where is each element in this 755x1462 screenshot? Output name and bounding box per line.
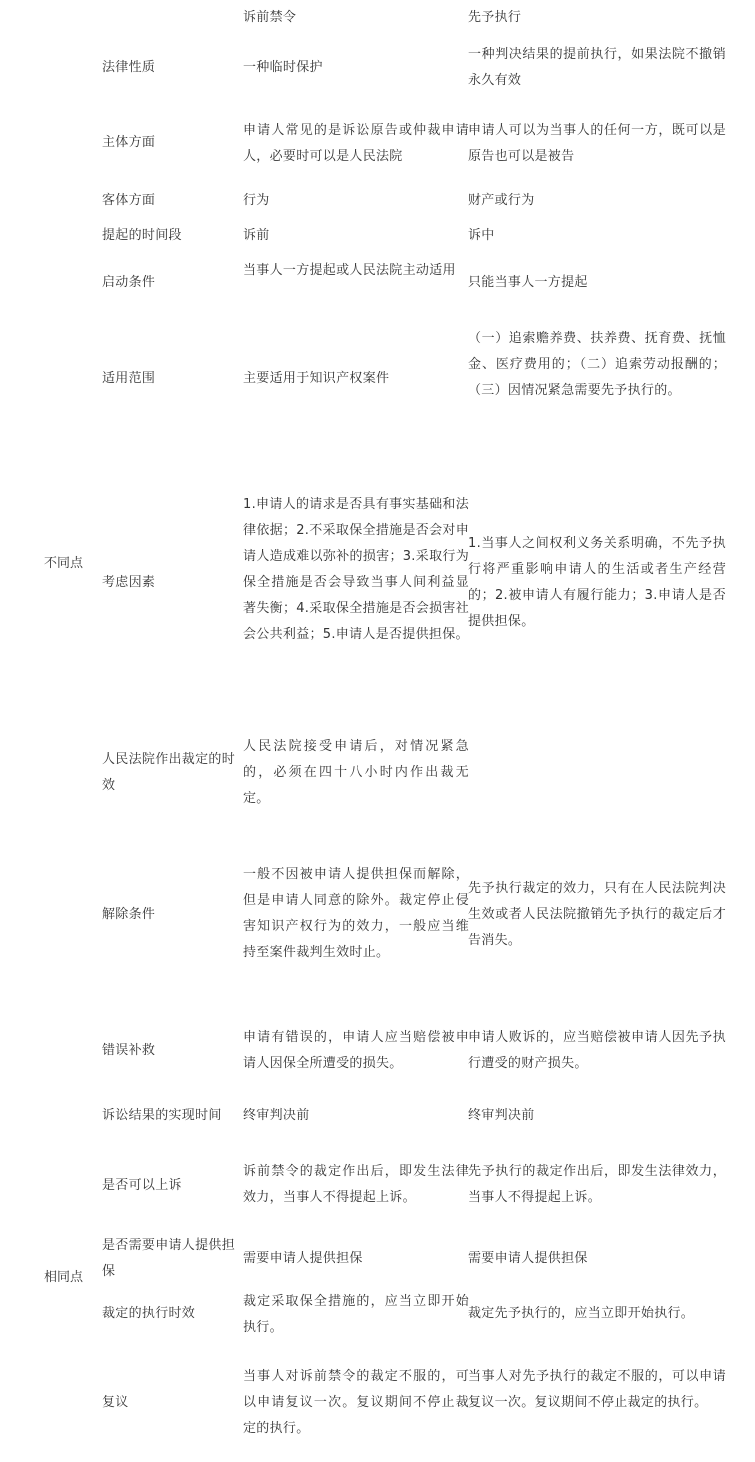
- row-label: 是否需要申请人提供担保: [102, 1238, 236, 1279]
- group-label-different: 不同点: [44, 556, 84, 571]
- row-value-advance: 一种判决结果的提前执行，如果法院不撤销永久有效: [468, 47, 726, 88]
- row-label: 适用范围: [102, 371, 156, 386]
- row-label: 客体方面: [102, 193, 156, 208]
- row-label: 提起的时间段: [102, 228, 182, 243]
- row-value-injunction: 申请人常见的是诉讼原告或仲裁申请人，必要时可以是人民法院: [243, 123, 469, 164]
- row-value-injunction: 诉前: [243, 228, 270, 243]
- row-value-advance: 需要申请人提供担保: [468, 1251, 588, 1266]
- header-injunction: 诉前禁令: [243, 10, 297, 25]
- row-value-injunction: 需要申请人提供担保: [243, 1251, 363, 1266]
- row-label: 人民法院作出裁定的时效: [102, 752, 236, 793]
- row-value-advance: 财产或行为: [468, 193, 535, 208]
- row-value-advance: 诉中: [468, 228, 495, 243]
- row-value-injunction: 当事人一方提起或人民法院主动适用: [243, 263, 456, 278]
- row-label: 主体方面: [102, 135, 156, 150]
- row-value-advance: 只能当事人一方提起: [468, 275, 588, 290]
- row-value-advance: 先予执行的裁定作出后，即发生法律效力，当事人不得提起上诉。: [468, 1164, 726, 1205]
- row-label: 法律性质: [102, 60, 156, 75]
- row-value-injunction: 当事人对诉前禁令的裁定不服的，可以申请复议一次。复议期间不停止裁定的执行。: [243, 1369, 469, 1436]
- row-value-injunction: 人民法院接受申请后，对情况紧急的，必须在四十八小时内作出裁无定。: [243, 739, 469, 806]
- row-label: 启动条件: [102, 275, 156, 290]
- row-value-injunction: 诉前禁令的裁定作出后，即发生法律效力，当事人不得提起上诉。: [243, 1164, 469, 1205]
- row-value-advance: （一）追索赡养费、扶养费、抚育费、抚恤金、医疗费用的；（二）追索劳动报酬的；（三）因情况紧急需要先予执行的。: [468, 331, 726, 398]
- row-value-injunction: 一种临时保护: [243, 60, 323, 75]
- row-label: 裁定的执行时效: [102, 1306, 196, 1321]
- row-label: 考虑因素: [102, 575, 156, 590]
- row-value-injunction: 主要适用于知识产权案件: [243, 371, 390, 386]
- row-label: 解除条件: [102, 907, 156, 922]
- row-value-injunction: 一般不因被申请人提供担保而解除，但是申请人同意的除外。裁定停止侵害知识产权行为的效力，一般应当维持至案件裁判生效时止。: [243, 867, 469, 960]
- row-value-advance: 申请人可以为当事人的任何一方，既可以是原告也可以是被告: [468, 123, 726, 164]
- row-value-advance: 裁定先予执行的，应当立即开始执行。: [468, 1306, 695, 1321]
- row-value-injunction: 裁定采取保全措施的，应当立即开始执行。: [243, 1294, 469, 1335]
- row-value-injunction: 终审判决前: [243, 1108, 310, 1123]
- row-value-injunction: 行为: [243, 193, 270, 208]
- row-value-injunction: 1.申请人的请求是否具有事实基础和法律依据；2.不采取保全措施是否会对申请人造成难以弥补的损害；3.采取行为保全措施是否会导致当事人间利益显著失衡；4.采取保全措施是否会损害社会公共利益；5.申请人是否提供担保。: [243, 497, 469, 642]
- row-label: 复议: [102, 1395, 129, 1410]
- row-label: 是否可以上诉: [102, 1178, 182, 1193]
- row-value-advance: 当事人对先予执行的裁定不服的，可以申请复议一次。复议期间不停止裁定的执行。: [468, 1369, 726, 1410]
- row-value-advance: 1.当事人之间权利义务关系明确，不先予执行将严重影响申请人的生活或者生产经营的；2.被申请人有履行能力；3.申请人是否提供担保。: [468, 536, 726, 629]
- row-value-advance: 先予执行裁定的效力，只有在人民法院判决生效或者人民法院撤销先予执行的裁定后才告消失。: [468, 881, 726, 948]
- group-label-same: 相同点: [44, 1270, 84, 1285]
- row-value-advance: 终审判决前: [468, 1108, 535, 1123]
- row-value-injunction: 申请有错误的，申请人应当赔偿被申请人因保全所遭受的损失。: [243, 1030, 469, 1071]
- header-advance-execution: 先予执行: [468, 10, 522, 25]
- row-label: 诉讼结果的实现时间: [102, 1108, 222, 1123]
- row-label: 错误补救: [102, 1043, 156, 1058]
- row-value-advance: 申请人败诉的，应当赔偿被申请人因先予执行遭受的财产损失。: [468, 1030, 726, 1071]
